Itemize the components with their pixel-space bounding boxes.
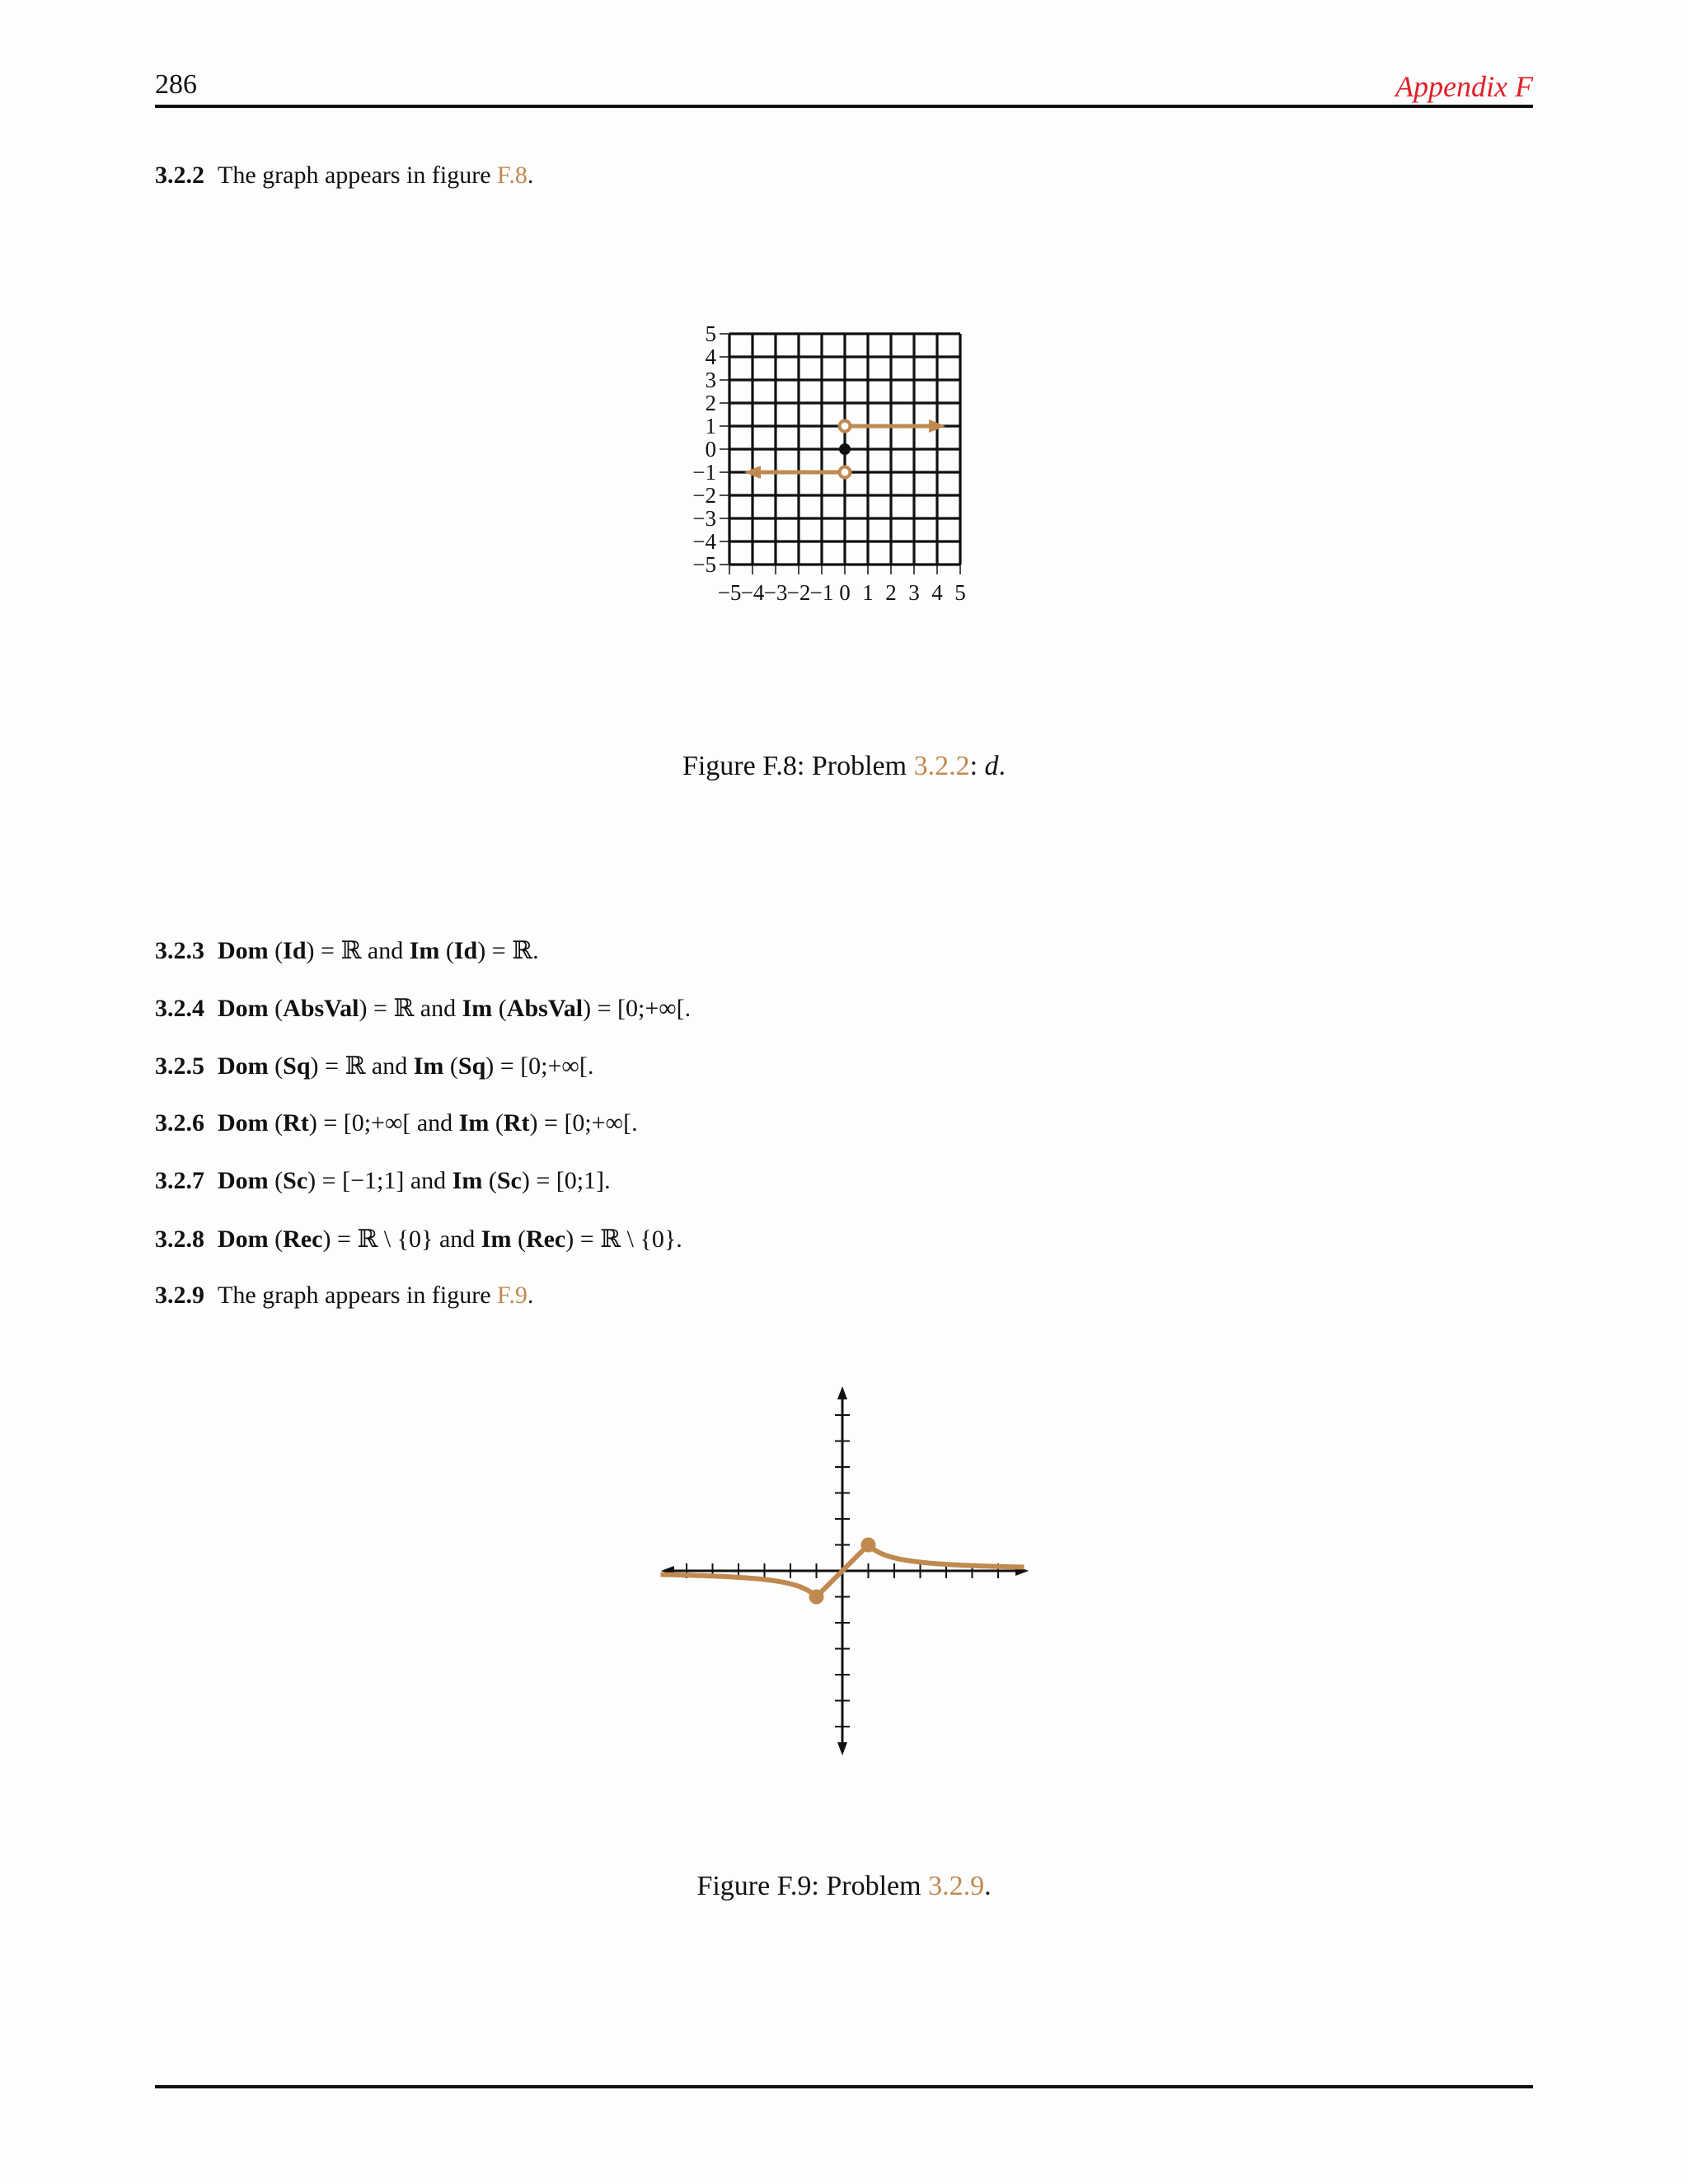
domain-value: ℝ \ {0} xyxy=(357,1226,434,1253)
equals: = xyxy=(321,1167,336,1194)
paren: ) xyxy=(310,1052,326,1080)
function-name: Rec xyxy=(283,1226,323,1253)
paren: ( xyxy=(511,1226,526,1253)
y-tick-label: −1 xyxy=(692,460,716,485)
dom-word: Dom xyxy=(218,1109,269,1137)
x-tick-label: 1 xyxy=(862,580,874,605)
equals: = xyxy=(536,1167,551,1194)
y-tick-label: 4 xyxy=(705,344,716,369)
statement-3-2-5: 3.2.5 Dom (Sq) = ℝ and Im (Sq) = [0;+∞[. xyxy=(155,1052,594,1080)
x-tick-label: 4 xyxy=(931,580,943,605)
statement-3-2-8: 3.2.8 Dom (Rec) = ℝ \ {0} and Im (Rec) = ℝ \ {0}. xyxy=(155,1226,682,1253)
domain-value: [0;+∞[ xyxy=(343,1109,411,1137)
function-name: Sq xyxy=(283,1052,311,1080)
x-tick-label: −5 xyxy=(717,580,742,605)
f8-open-point xyxy=(840,467,851,478)
x-tick-label: 3 xyxy=(908,580,920,605)
statement-number: 3.2.5 xyxy=(155,1052,204,1080)
equals: = xyxy=(321,937,335,964)
and-word: and xyxy=(420,995,457,1022)
caption-ref-3-2-2[interactable]: 3.2.2 xyxy=(913,751,970,781)
image-value: [0;+∞[ xyxy=(520,1052,588,1080)
y-tick-label: −5 xyxy=(692,552,716,577)
statement-number: 3.2.7 xyxy=(155,1167,204,1194)
im-word: Im xyxy=(452,1167,483,1194)
im-word: Im xyxy=(462,995,493,1022)
paren: ( xyxy=(443,1052,458,1080)
caption-end: . xyxy=(984,1871,992,1901)
function-name: Rec xyxy=(525,1226,566,1253)
header-rule xyxy=(155,105,1533,108)
function-name: Rt xyxy=(503,1109,530,1137)
dom-word: Dom xyxy=(218,1226,269,1253)
image-value: ℝ \ {0} xyxy=(600,1226,677,1253)
paren: ) xyxy=(583,995,598,1022)
domain-value: ℝ xyxy=(345,1052,366,1080)
x-tick-label: −4 xyxy=(740,580,765,605)
paren: ) xyxy=(521,1167,537,1194)
function-name: Id xyxy=(283,937,307,964)
caption-ref-3-2-9[interactable]: 3.2.9 xyxy=(928,1871,985,1901)
paren: ( xyxy=(268,1167,284,1194)
im-word: Im xyxy=(409,937,440,964)
item-3-2-2 xyxy=(155,162,533,190)
y-tick-label: −3 xyxy=(692,506,716,531)
dom-word: Dom xyxy=(218,1052,269,1080)
dom-word: Dom xyxy=(218,1167,269,1194)
y-tick-label: −2 xyxy=(692,483,716,508)
and-word: and xyxy=(410,1167,447,1194)
statement-number: 3.2.6 xyxy=(155,1109,204,1137)
paren: ( xyxy=(482,1167,497,1194)
paren: ) xyxy=(306,937,321,964)
image-value: [0;1] xyxy=(556,1167,605,1194)
y-tick-label: −4 xyxy=(692,529,716,554)
item-3-2-9 xyxy=(155,1282,533,1310)
x-tick-label: −2 xyxy=(786,580,811,605)
f8-filled-point xyxy=(839,443,851,455)
f9-arrow-down xyxy=(837,1742,847,1755)
caption-sep: : xyxy=(969,751,985,781)
paren: ( xyxy=(268,1226,284,1253)
paren: ( xyxy=(268,1109,284,1137)
paren: ) xyxy=(359,995,373,1022)
equals: = xyxy=(544,1109,558,1137)
dom-word: Dom xyxy=(218,995,269,1022)
im-word: Im xyxy=(481,1226,512,1253)
equals: = xyxy=(597,995,612,1022)
domain-value: ℝ xyxy=(393,995,415,1022)
equals: = xyxy=(491,937,506,964)
image-value: [0;+∞[ xyxy=(564,1109,632,1137)
y-tick-label: 5 xyxy=(705,321,716,346)
x-tick-label: −3 xyxy=(763,580,788,605)
y-tick-label: 2 xyxy=(705,391,716,415)
item-tail: . xyxy=(527,1282,534,1309)
function-name: Sq xyxy=(457,1052,486,1080)
statement-number: 3.2.4 xyxy=(155,995,204,1022)
figure-f9 xyxy=(651,1376,1039,1764)
paren: ( xyxy=(492,995,507,1022)
paren: ) xyxy=(322,1226,337,1253)
figure-f8-caption xyxy=(0,751,1688,782)
paren: ( xyxy=(268,995,284,1022)
caption-end: . xyxy=(998,751,1006,781)
and-word: and xyxy=(438,1226,476,1253)
footer-rule xyxy=(155,2085,1533,2088)
caption-prefix: Figure F.8: Problem xyxy=(682,751,914,781)
domain-value: ℝ xyxy=(340,937,362,964)
paren: ) xyxy=(565,1226,580,1253)
statement-3-2-4: 3.2.4 Dom (AbsVal) = ℝ and Im (AbsVal) = [0;+∞[. xyxy=(155,995,692,1022)
paren: ) xyxy=(308,1109,324,1137)
paren: ( xyxy=(489,1109,504,1137)
f9-filled-point xyxy=(809,1590,824,1605)
paren: ( xyxy=(268,1052,284,1080)
running-head: Appendix F xyxy=(1395,70,1533,103)
paren: ) xyxy=(307,1167,322,1194)
page-number: 286 xyxy=(155,69,197,100)
statement-3-2-3: 3.2.3 Dom (Id) = ℝ and Im (Id) = ℝ. xyxy=(155,937,539,964)
y-tick-label: 1 xyxy=(705,414,716,438)
function-name: Rt xyxy=(283,1109,309,1137)
function-name: Sc xyxy=(283,1167,308,1194)
item-text: The graph appears in figure xyxy=(218,162,498,189)
and-word: and xyxy=(371,1052,408,1080)
caption-var: d xyxy=(984,751,999,781)
y-tick-label: 0 xyxy=(705,437,716,462)
item-text: The graph appears in figure xyxy=(218,1282,498,1309)
equals: = xyxy=(499,1052,514,1080)
im-word: Im xyxy=(458,1109,490,1137)
image-value: [0;+∞[ xyxy=(617,995,685,1022)
f8-grid xyxy=(720,334,960,574)
item-tail: . xyxy=(527,162,534,189)
figure-link-f8[interactable]: F.8 xyxy=(497,162,528,189)
figure-f8 xyxy=(651,313,997,626)
x-tick-label: 2 xyxy=(885,580,897,605)
paren: ) xyxy=(529,1109,545,1137)
and-word: and xyxy=(367,937,404,964)
f8-open-point xyxy=(840,421,851,432)
caption-prefix: Figure F.9: Problem xyxy=(696,1871,929,1901)
f8-x-tick-labels xyxy=(718,580,966,605)
paren: ) xyxy=(477,937,492,964)
paren: ) xyxy=(485,1052,500,1080)
f9-arrow-up xyxy=(837,1386,847,1399)
and-word: and xyxy=(416,1109,453,1137)
paren: ( xyxy=(439,937,454,964)
function-name: AbsVal xyxy=(506,995,584,1022)
item-number: 3.2.9 xyxy=(155,1282,204,1309)
equals: = xyxy=(323,1109,338,1137)
statement-3-2-7: 3.2.7 Dom (Sc) = [−1;1] and Im (Sc) = [0;1]. xyxy=(155,1167,611,1194)
item-number: 3.2.2 xyxy=(155,162,204,189)
equals: = xyxy=(579,1226,594,1253)
equals: = xyxy=(325,1052,339,1080)
statement-number: 3.2.3 xyxy=(155,937,204,964)
image-value: ℝ xyxy=(512,937,533,964)
equals: = xyxy=(373,995,387,1022)
x-tick-label: −1 xyxy=(809,580,834,605)
function-name: AbsVal xyxy=(283,995,359,1022)
dom-word: Dom xyxy=(218,937,269,964)
statement-3-2-6: 3.2.6 Dom (Rt) = [0;+∞[ and Im (Rt) = [0;+∞[. xyxy=(155,1109,638,1137)
f9-filled-point xyxy=(861,1538,876,1553)
statement-number: 3.2.8 xyxy=(155,1226,204,1253)
y-tick-label: 3 xyxy=(705,368,716,392)
f8-y-tick-labels xyxy=(692,321,716,577)
figure-f9-caption xyxy=(0,1871,1688,1902)
x-tick-label: 5 xyxy=(954,580,966,605)
paren: ( xyxy=(268,937,284,964)
im-word: Im xyxy=(413,1052,444,1080)
x-tick-label: 0 xyxy=(839,580,851,605)
figure-link-f9[interactable]: F.9 xyxy=(497,1282,528,1309)
function-name: Id xyxy=(453,937,478,964)
function-name: Sc xyxy=(496,1167,522,1194)
domain-value: [−1;1] xyxy=(342,1167,405,1194)
equals: = xyxy=(336,1226,351,1253)
